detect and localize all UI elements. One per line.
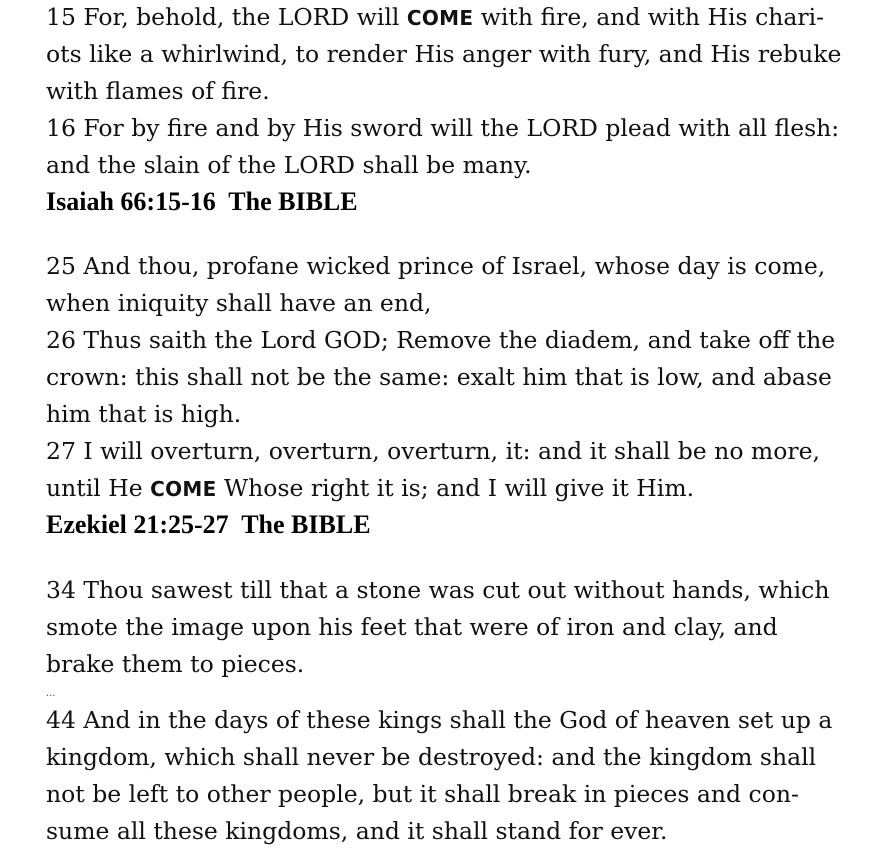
isaiah-verse-15-line-2: ots like a whirlwind, to render His anger with fury, and His rebuke [46,40,842,68]
ezekiel-verse-26-line-2: crown: this shall not be the same: exalt him that is low, and abase [46,363,832,391]
daniel-verse-34-line-3: brake them to pieces. [46,650,305,678]
ezekiel-verse-27-line-1: 27 I will overturn, overturn, overturn, it: and it shall be no more, [46,437,820,465]
come-emphasis: COME [150,477,217,501]
ezekiel-verse-27-line-2 [46,473,694,504]
isaiah-reference: Isaiah 66:15-16 The BIBLE [46,187,358,216]
ezekiel-verse-26-line-1: 26 Thus saith the Lord GOD; Remove the diadem, and take off the [46,326,836,354]
isaiah-verse-16-line-1: 16 For by fire and by His sword will the LORD plead with all flesh: [46,114,840,142]
verse-text: 15 For, behold, the LORD will [46,3,407,31]
daniel-verse-44-line-2: kingdom, which shall never be destroyed: and the kingdom shall [46,743,817,771]
verse-text: with fire, and with His chari- [473,3,825,31]
isaiah-verse-16-line-2: and the slain of the LORD shall be many. [46,151,532,179]
ezekiel-verse-26-line-3: him that is high. [46,400,242,428]
ezekiel-verse-25-line-1: 25 And thou, profane wicked prince of Israel, whose day is come, [46,252,826,280]
daniel-verse-44-line-1: 44 And in the days of these kings shall the God of heaven set up a [46,706,833,734]
daniel-verse-34-line-1: 34 Thou sawest till that a stone was cut out without hands, which [46,576,830,604]
isaiah-verse-15-line-3: with flames of fire. [46,77,270,105]
daniel-verse-44-line-4: sume all these kingdoms, and it shall stand for ever. [46,817,668,845]
daniel-verse-34-line-2: smote the image upon his feet that were of iron and clay, and [46,613,778,641]
verse-text: until He [46,474,151,502]
verse-text: Whose right it is; and I will give it Him. [216,474,695,502]
come-emphasis: COME [406,6,474,30]
ezekiel-verse-25-line-2: when iniquity shall have an end, [46,289,432,317]
omission-ellipsis: ... [46,688,56,699]
daniel-verse-44-line-3: not be left to other people, but it shall break in pieces and con- [46,780,799,808]
isaiah-verse-15-line-1 [46,2,824,33]
ezekiel-reference: Ezekiel 21:25-27 The BIBLE [46,510,371,539]
